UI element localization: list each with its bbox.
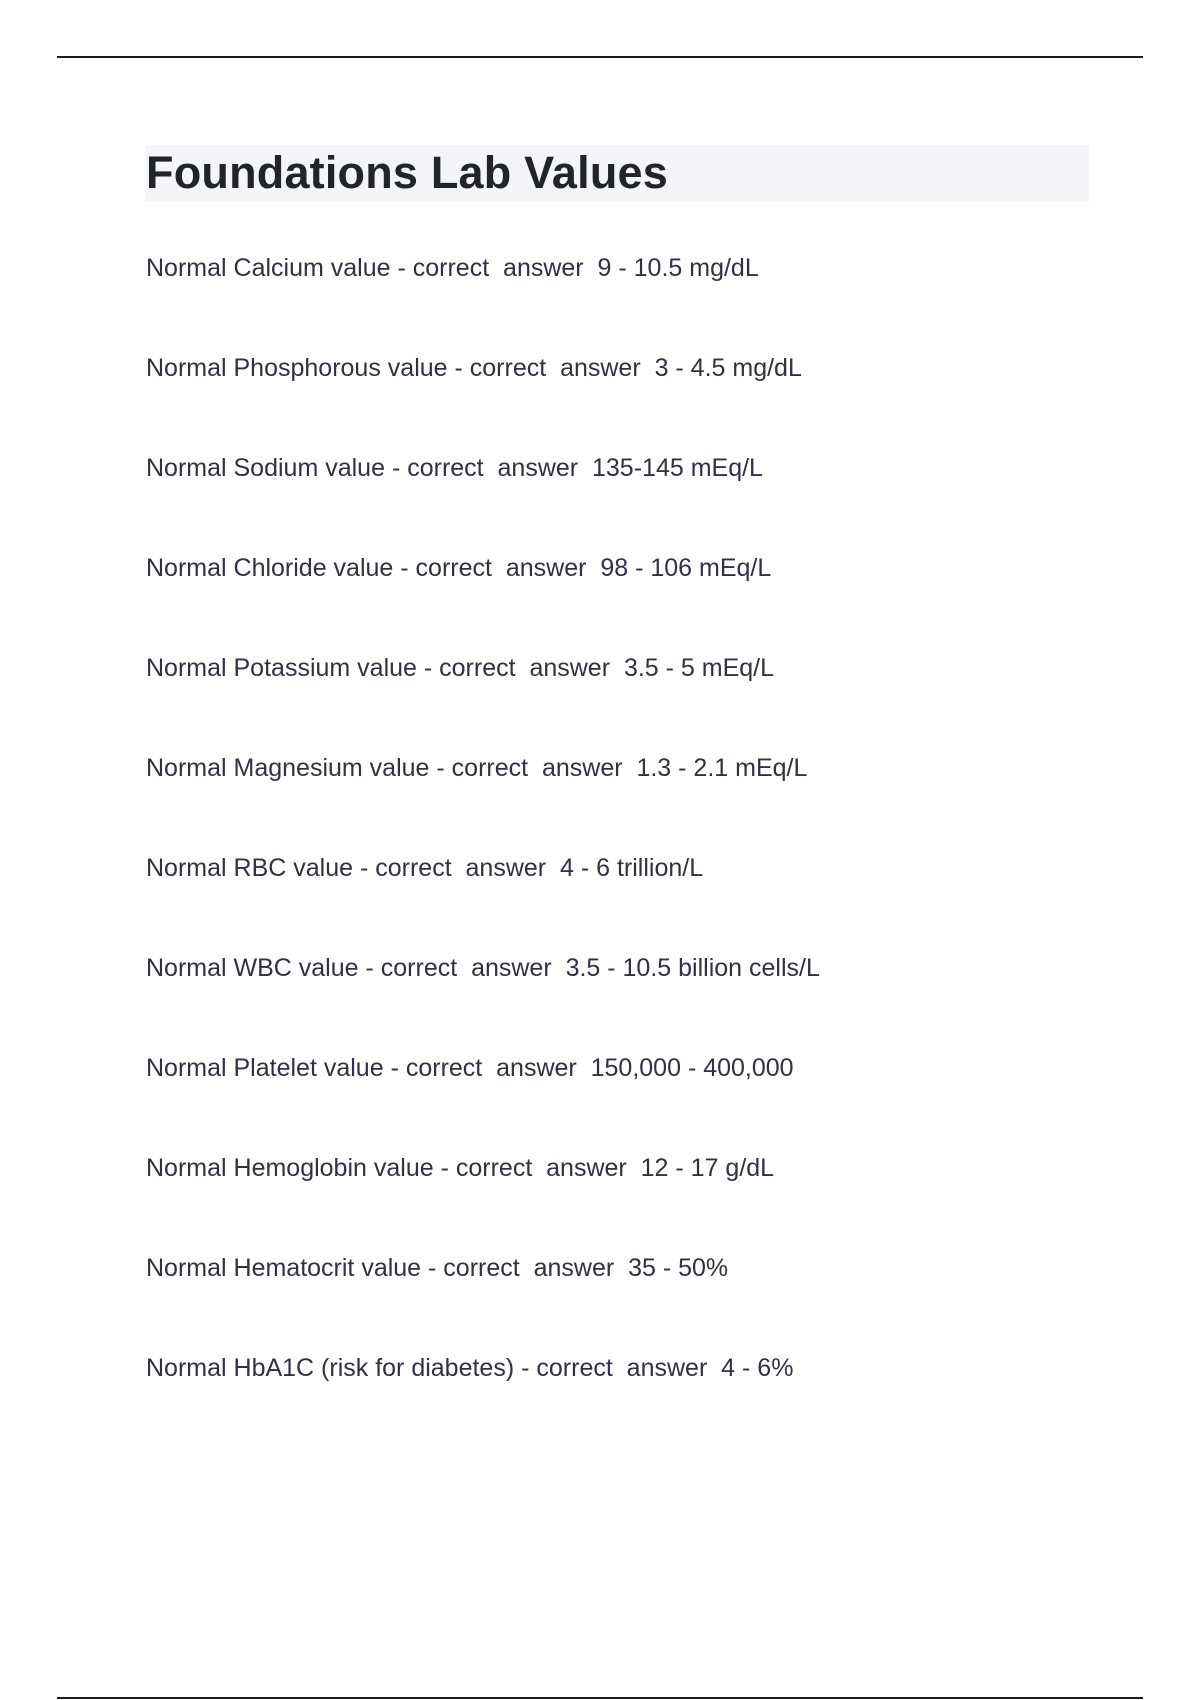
answer-text: 135-145 mEq/L	[592, 454, 763, 482]
lab-values-list	[146, 248, 1096, 1448]
question-text: Normal Potassium value	[146, 654, 417, 682]
answer-separator: - correct answer	[390, 254, 598, 282]
question-text: Normal Magnesium value	[146, 754, 430, 782]
list-item	[146, 848, 1096, 948]
answer-separator: - correct answer	[358, 954, 566, 982]
list-item	[146, 748, 1096, 848]
answer-text: 4 - 6%	[721, 1354, 794, 1382]
answer-text: 3 - 4.5 mg/dL	[654, 354, 802, 382]
bottom-rule	[57, 1697, 1143, 1699]
answer-separator: - correct answer	[353, 854, 561, 882]
answer-separator: - correct answer	[421, 1254, 629, 1282]
answer-text: 98 - 106 mEq/L	[600, 554, 772, 582]
list-item	[146, 1048, 1096, 1148]
question-text: Normal Calcium value	[146, 254, 391, 282]
answer-text: 3.5 - 5 mEq/L	[623, 654, 775, 682]
list-item	[146, 1248, 1096, 1348]
question-text: Normal Chloride value	[146, 554, 394, 582]
answer-text: 1.3 - 2.1 mEq/L	[636, 754, 808, 782]
question-text: Normal Hemoglobin value	[146, 1154, 434, 1182]
page-title: Foundations Lab Values	[146, 147, 668, 198]
top-rule	[57, 56, 1143, 58]
question-text: Normal Platelet value	[146, 1054, 384, 1082]
answer-separator: - correct answer	[385, 454, 592, 482]
list-item	[146, 448, 1096, 548]
answer-separator: - correct answer	[393, 554, 601, 582]
list-item	[146, 548, 1096, 648]
list-item	[146, 648, 1096, 748]
answer-text: 12 - 17 g/dL	[640, 1154, 775, 1182]
answer-separator: - correct answer	[433, 1154, 641, 1182]
answer-text: 150,000 - 400,000	[590, 1054, 794, 1082]
answer-separator: - correct answer	[416, 654, 624, 682]
list-item	[146, 248, 1096, 348]
list-item	[146, 1348, 1096, 1448]
question-text: Normal HbA1C (risk for diabetes)	[146, 1354, 515, 1382]
answer-separator: - correct answer	[429, 754, 637, 782]
answer-text: 3.5 - 10.5 billion cells/L	[565, 954, 820, 982]
answer-separator: - correct answer	[514, 1354, 722, 1382]
answer-text: 35 - 50%	[628, 1254, 729, 1282]
list-item	[146, 348, 1096, 448]
question-text: Normal WBC value	[146, 954, 359, 982]
answer-separator: - correct answer	[447, 354, 655, 382]
question-text: Normal RBC value	[146, 854, 354, 882]
question-text: Normal Hematocrit value	[146, 1254, 422, 1282]
list-item	[146, 948, 1096, 1048]
answer-text: 4 - 6 trillion/L	[560, 854, 704, 882]
answer-separator: - correct answer	[383, 1054, 591, 1082]
question-text: Normal Sodium value	[146, 454, 385, 482]
question-text: Normal Phosphorous value	[146, 354, 448, 382]
answer-text: 9 - 10.5 mg/dL	[597, 254, 759, 282]
list-item	[146, 1148, 1096, 1248]
